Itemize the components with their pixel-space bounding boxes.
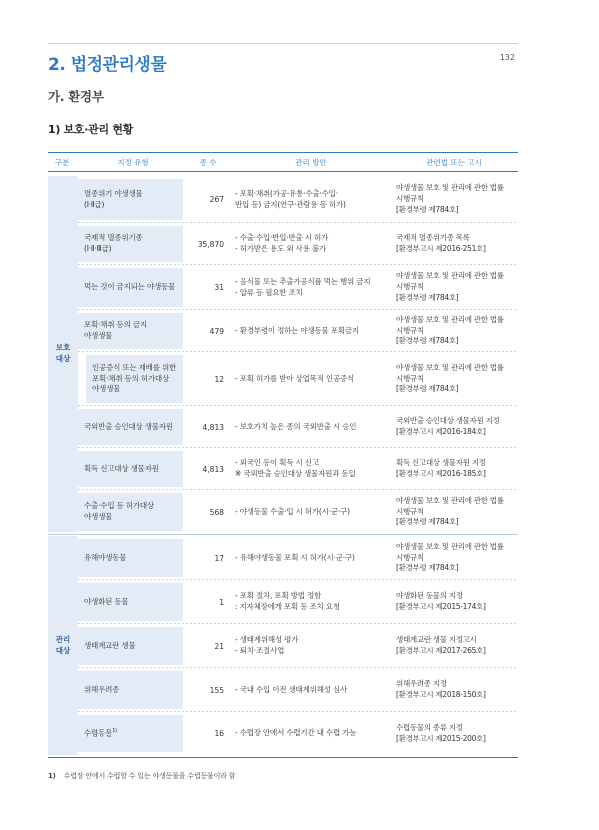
subsection-title: 가. 환경부	[48, 89, 104, 104]
law-cell	[396, 265, 518, 310]
table-row	[78, 265, 518, 310]
law-text: 생태계교란 생물 지정고시 [환경부고시 제2017-265호]	[396, 635, 486, 655]
method-text: - 포획 허가를 받아 상업목적 인공증식	[235, 373, 355, 383]
law-cell	[396, 310, 518, 352]
type-cell	[78, 539, 183, 577]
table-row	[78, 580, 518, 624]
page-number: 132	[499, 53, 515, 62]
count-cell: 4,813	[202, 422, 224, 432]
method-cell	[235, 352, 390, 406]
type-cell	[78, 268, 183, 307]
method-text: - 수렵장 안에서 수렵기간 내 수렵 가능	[235, 728, 357, 738]
type-text: 획득 신고대상 생물자원	[84, 463, 159, 473]
method-text: - 유해야생동물 포획 시 허가(시·군·구)	[235, 552, 355, 562]
method-cell	[235, 712, 390, 755]
law-text: 야생생물 보호 및 관리에 관한 법률 시행규칙 [환경부령 제784호]	[396, 314, 504, 346]
method-cell	[235, 448, 390, 490]
law-text: 수렵동물의 종류 지정 [환경부고시 제2015-200호]	[396, 722, 486, 743]
method-text: - 음식물 또는 추출가공식품 먹는 행위 금지 - 압류 등 필요한 조치	[235, 276, 371, 297]
type-text	[84, 728, 117, 739]
law-text: 국제적 멸종위기종 목록 [환경부고시 제2016-251호]	[396, 233, 486, 253]
table-row	[78, 536, 518, 580]
table-row	[78, 624, 518, 668]
table-row	[78, 310, 518, 352]
table-row	[78, 223, 518, 265]
method-text: - 수출·수입·반입·반출 시 허가 - 허가받은 용도 외 사용 불가	[235, 233, 329, 253]
law-text: 야생생물 보호 및 관리에 관한 법률 시행규칙 [환경부령 제784호]	[396, 541, 504, 573]
law-cell	[396, 448, 518, 490]
col-header-type: 지정 유형	[117, 158, 149, 167]
type-text: 멸종위기 야생생물 (Ⅰ·Ⅱ급)	[84, 188, 143, 209]
type-cell	[78, 583, 183, 621]
method-cell	[235, 580, 390, 624]
law-cell	[396, 223, 518, 265]
footnote-marker: 1)	[112, 727, 117, 734]
method-text: - 환경부령이 정하는 야생동물 포획금지	[235, 325, 359, 335]
table-bottom-rule	[48, 757, 518, 758]
law-cell	[396, 176, 518, 223]
count-cell: 31	[214, 283, 224, 292]
method-text: - 외국인 등이 획득 시 신고 ※ 국외반출 승인대상 생물자원과 동일	[235, 458, 356, 478]
method-cell	[235, 310, 390, 352]
count-cell: 568	[209, 507, 224, 517]
col-header-law: 관련법 또는 고시	[426, 158, 482, 167]
law-text: 야생화된 동물의 지정 [환경부고시 제2015-174호]	[396, 591, 486, 611]
section-title: 2. 법정관리생물	[48, 55, 167, 75]
law-cell	[396, 490, 518, 534]
table-heading: 1) 보호·관리 현황	[48, 123, 133, 136]
method-cell	[235, 624, 390, 668]
law-cell	[396, 406, 518, 448]
group-protected	[48, 176, 78, 532]
table-row	[78, 712, 518, 755]
type-text: 국외반출 승인대상 생물자원	[84, 421, 173, 431]
group-label: 관리 대상	[55, 634, 71, 655]
footnote	[48, 771, 235, 781]
type-text: 인공증식 또는 재배를 위한 포획·채취 등의 허가대상 야생생물	[92, 362, 177, 394]
table-row	[78, 490, 518, 534]
count-cell: 35,870	[197, 239, 224, 249]
count-cell: 267	[209, 195, 224, 204]
law-cell	[396, 352, 518, 406]
table-row	[78, 406, 518, 448]
method-text: - 국내 수입 이전 생태계위해성 심사	[235, 684, 348, 694]
law-cell	[396, 536, 518, 580]
method-text: - 포획 절차, 포획 방법 정함 : 지자체장에게 포획 등 조치 요청	[235, 591, 340, 611]
law-cell	[396, 580, 518, 624]
method-cell	[235, 536, 390, 580]
type-text: 유해야생동물	[84, 552, 127, 562]
count-cell: 21	[214, 641, 224, 651]
col-header-count: 종 수	[199, 158, 217, 167]
col-header-group: 구분	[54, 158, 70, 167]
type-cell	[78, 715, 183, 752]
top-rule	[48, 43, 518, 44]
method-cell	[235, 490, 390, 534]
type-cell	[78, 671, 183, 709]
type-text: 수출·수입 등 허가대상 야생생물	[84, 501, 154, 521]
method-cell	[235, 406, 390, 448]
method-text: - 야생동물 수출·입 시 허가(시·군·구)	[235, 506, 350, 516]
type-text: 야생화된 동물	[84, 596, 129, 606]
law-text: 야생생물 보호 및 관리에 관한 법률 시행규칙 [환경부령 제784호]	[396, 495, 504, 527]
footnote-number: 1)	[48, 772, 56, 780]
group-divider	[48, 534, 518, 535]
footnote-text: 수렵장 안에서 수렵할 수 있는 야생동물을 수렵동물이라 함	[63, 772, 236, 780]
type-cell	[78, 179, 183, 220]
law-text: 야생생물 보호 및 관리에 관한 법률 시행규칙 [환경부령 제784호]	[396, 362, 504, 394]
law-cell	[396, 712, 518, 755]
table-row	[78, 352, 518, 406]
type-cell	[78, 627, 183, 665]
table-header	[48, 152, 518, 172]
type-text: 포획·채취 등의 금지 야생생물	[84, 320, 147, 340]
type-cell	[78, 451, 183, 487]
law-text: 획득 신고대상 생물자원 지정 [환경부고시 제2016-185호]	[396, 458, 486, 478]
method-cell	[235, 176, 390, 223]
method-text: - 생태계위해성 평가 - 퇴치·조절사업	[235, 635, 299, 655]
group-managed	[48, 536, 78, 755]
type-cell	[78, 226, 183, 262]
type-cell	[78, 313, 183, 349]
type-cell	[86, 355, 183, 403]
count-cell: 155	[209, 685, 224, 695]
type-text: 국제적 멸종위기종 (Ⅰ·Ⅱ·Ⅲ급)	[84, 233, 143, 253]
count-cell: 17	[214, 553, 224, 563]
law-text: 국외반출 승인대상 생물자원 지정 [환경부고시 제2016-184호]	[396, 416, 500, 436]
law-cell	[396, 624, 518, 668]
type-text: 위해우려종	[84, 684, 120, 694]
method-cell	[235, 668, 390, 712]
count-cell: 4,813	[202, 464, 224, 474]
method-cell	[235, 265, 390, 310]
type-cell	[78, 493, 183, 531]
count-cell: 1	[219, 597, 224, 607]
law-text: 위해우려종 지정 [환경부고시 제2018-150호]	[396, 679, 486, 699]
method-text: - 보호가치 높은 종의 국외반출 시 승인	[235, 421, 357, 431]
type-cell	[78, 409, 183, 445]
col-header-method: 관리 방안	[295, 158, 327, 167]
type-text-main: 수렵동물	[84, 728, 113, 738]
table-row	[78, 668, 518, 712]
count-cell: 16	[214, 729, 224, 738]
law-cell	[396, 668, 518, 712]
type-text: 먹는 것이 금지되는 야생동물	[84, 282, 176, 292]
method-cell	[235, 223, 390, 265]
type-text: 생태계교란 생물	[84, 640, 136, 650]
count-cell: 12	[214, 374, 224, 384]
law-text: 야생생물 보호 및 관리에 관한 법률 시행규칙 [환경부령 제784호]	[396, 271, 504, 302]
method-text: - 포획·채취(가공·유통·수출·수입· 반입 등) 금지(연구·관람용 등 허가)	[235, 188, 346, 209]
table-row	[78, 448, 518, 490]
law-text: 야생생물 보호 및 관리에 관한 법률 시행규칙 [환경부령 제784호]	[396, 183, 504, 214]
count-cell: 479	[209, 326, 224, 336]
table-row	[78, 176, 518, 223]
group-label: 보호 대상	[55, 343, 71, 363]
